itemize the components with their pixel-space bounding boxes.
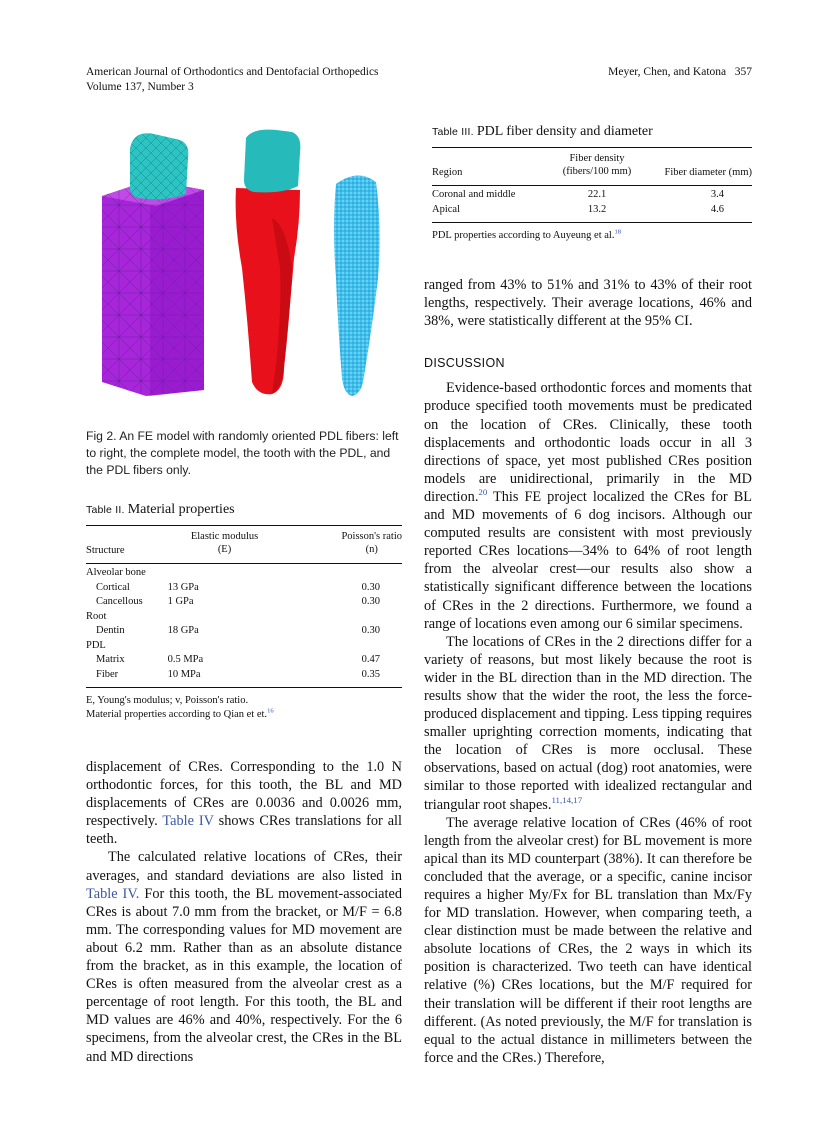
table-2-header-poisson: Poisson's ratio [341, 531, 402, 542]
paragraph-text: The calculated relative locations of CRes, their averages, and standard deviations are also listed in [86, 849, 402, 884]
table-2-grid [86, 525, 402, 694]
complete-model [102, 133, 204, 396]
table-cell-modulus: 18 GPa [167, 625, 199, 636]
table-cell-density: 13.2 [587, 203, 607, 215]
table-cell-region: Apical [432, 203, 460, 215]
table-2-body [86, 566, 402, 682]
table-row [86, 610, 402, 625]
table-3-label: Table III. [432, 126, 474, 138]
paragraph-relative-locations [86, 848, 402, 1065]
table-2-source-text: Material properties according to Qian et et. [86, 709, 268, 720]
table-cell-diameter: 4.6 [710, 203, 724, 215]
table-2-header-structure: Structure [86, 545, 125, 556]
table-cell-modulus [168, 639, 282, 654]
table-3-name: PDL fiber density and diameter [476, 124, 653, 139]
table-row [432, 188, 752, 203]
table-cell-diameter: 3.4 [710, 189, 724, 200]
paragraph-direction-differences [424, 633, 752, 814]
figure-2 [86, 128, 406, 413]
table-cell-structure: Matrix [96, 654, 125, 665]
paragraph-text: shows CRes translations for all teeth. [86, 813, 402, 848]
table-cell-modulus [168, 566, 282, 581]
table-2-header-modulus: Elastic modulus [190, 531, 259, 542]
table-3-source-text: PDL properties according to Auyeung et al. [432, 230, 615, 241]
table-cell-modulus: 13 GPa [167, 581, 199, 593]
table-3-header-region: Region [432, 167, 463, 178]
table-row [86, 668, 402, 683]
table-4-link[interactable]: Table IV. [86, 885, 140, 902]
citation-ref[interactable]: 11,14,17 [551, 794, 583, 805]
table-row [86, 653, 402, 668]
table-cell-poisson: 0.35 [361, 668, 380, 680]
table-row [86, 624, 402, 639]
table-2-header-modulus-symbol: (E) [217, 544, 232, 555]
table-2-name: Material properties [127, 502, 235, 517]
paragraph-text: For this tooth, the BL movement-associated CRes is about 7.0 mm from the bracket, or M/F = 6.8 mm. The corresponding values for MD movement are about 6.2 mm. Rather than as an absolute distance from the bracket, as in this example, the location of CRes is often measured from the alveolar crest as a percentage of root length. For this tooth, the BL and MD values are 46% and 40%, respectively. For the 6 specimens, from the alveolar crest, the CRes in the BL and MD directions [86, 885, 402, 1065]
table-cell-modulus [168, 610, 282, 625]
table-cell-structure: Alveolar bone [86, 567, 146, 578]
fe-model-illustration [86, 128, 406, 413]
table-3 [432, 124, 752, 243]
table-row [86, 639, 402, 654]
table-cell-poisson: 0.47 [361, 654, 380, 665]
citation-ref[interactable]: 20 [478, 487, 488, 498]
running-header-left [86, 65, 379, 95]
paragraph-evidence-based [424, 379, 752, 632]
table-cell-modulus: 0.5 MPa [167, 654, 204, 665]
table-3-header-diameter: Fiber diameter (mm) [664, 167, 752, 178]
table-3-title [432, 124, 752, 140]
right-text-column [424, 276, 752, 1067]
table-cell-structure: Cortical [96, 581, 130, 593]
table-3-header-density: Fiber density [569, 153, 625, 164]
table-row [86, 595, 402, 610]
running-header-right [608, 65, 752, 80]
table-cell-poisson [281, 566, 402, 581]
table-2-footnote-2 [86, 708, 402, 722]
journal-volume: Volume 137, Number 3 [86, 81, 194, 93]
table-4-link[interactable]: Table IV [162, 813, 214, 830]
figure-2-caption: Fig 2. An FE model with randomly oriented PDL fibers: left to right, the complete model, the tooth with the PDL, and the PDL fibers only. [86, 429, 399, 477]
tooth-with-pdl [236, 130, 301, 395]
section-heading-discussion: DISCUSSION [424, 356, 505, 371]
table-2-title [86, 502, 402, 518]
table-cell-density: 22.1 [587, 189, 607, 200]
table-2-header-poisson-symbol: (n) [365, 544, 378, 555]
table-cell-poisson: 0.30 [361, 581, 380, 593]
paragraph-ranges: ranged from 43% to 51% and 31% to 43% of their root lengths, respectively. Their average locations, 46% and 38%, were statistically different at the 95% CI. [424, 277, 752, 330]
table-3-grid [432, 147, 752, 229]
table-3-footnote [432, 229, 752, 243]
table-2 [86, 502, 402, 722]
paragraph-average-location: The average relative location of CRes (46% of root length from the alveolar crest) for BL movement is more apical than its MD counterpart (38%). It can therefore be concluded that the average, or a specific, canine incisor requires a higher My/Fx for BL translation than Mx/Fy for MD translation. However, when comparing teeth, a clear distinction must be made between the relative and absolute locations of CRes, the 2 ways in which its position is characterized. Two teeth can have identical relative (%) CRes locations, but the M/F required for their translation will be different if their root lengths are different. (As noted previously, the M/F for translation is equal to the actual distance in millimeters between the force and the CRes.) Therefore, [424, 814, 752, 1066]
table-2-footnote-1: E, Young's modulus; v, Poisson's ratio. [86, 695, 249, 706]
paragraph-text: displacement of CRes. Corresponding to the 1.0 N orthodontic forces, for this tooth, the BL and MD displacements of CRes are 0.0036 and 0.0026 mm, respectively. [86, 759, 402, 830]
pdl-fibers [334, 175, 380, 396]
paragraph-text: Evidence-based orthodontic forces and moments that produce specified tooth movements must be predicated on the location of CRes. Clinically, these tooth displacements and orthodontic loads occur in all 3 directions of space, yet most published CRes position models are unidirectional, primarily in the MD direction. [424, 380, 752, 505]
table-cell-structure: PDL [86, 639, 106, 651]
left-text-column [86, 758, 402, 1066]
table-row [86, 581, 402, 596]
table-cell-poisson [281, 610, 402, 625]
table-3-body [432, 188, 752, 217]
table-row [86, 566, 402, 581]
table-cell-region: Coronal and middle [432, 189, 516, 200]
table-cell-structure: Cancellous [96, 596, 143, 607]
author-list: Meyer, Chen, and Katona [608, 66, 727, 78]
table-cell-structure: Fiber [96, 668, 119, 680]
table-row [432, 203, 752, 218]
table-cell-structure: Dentin [96, 625, 125, 636]
table-cell-poisson: 0.30 [361, 596, 380, 607]
table-3-header-density-unit: (fibers/100 mm) [562, 166, 632, 177]
table-2-ref[interactable]: 16 [267, 707, 274, 715]
paragraph-text: The locations of CRes in the 2 directions differ for a variety of reasons, but most likely because the root is wider in the BL direction than in the MD direction. The results show that the wider the root, the less the force-produced displacement and tipping. Less tipping requires smaller uprighting correction moments, indicating that the location of CRes is more occlusal. These observations, based on actual (dog) root anatomies, were similar to those reported with idealized rectangular and triangular root shapes. [424, 633, 752, 813]
paragraph-text: This FE project localized the CRes for BL and MD movements of 6 dog incisors. Although our computed results are consistent with most previously reported CRes locations—34% to 64% of root length from the alveolar crest—our results also show a statistically significant difference between the locations of CRes in the 2 directions. Furthermore, we found a range of locations even among our 6 similar specimens. [424, 488, 752, 632]
table-2-label: Table II. [86, 504, 125, 516]
table-3-ref[interactable]: 18 [614, 228, 621, 236]
table-cell-poisson [281, 639, 402, 654]
table-cell-modulus: 10 MPa [167, 668, 201, 680]
journal-name: American Journal of Orthodontics and Dentofacial Orthopedics [86, 66, 379, 78]
table-cell-structure: Root [86, 610, 107, 622]
paragraph-cres-displacement [86, 758, 402, 848]
table-cell-modulus: 1 GPa [167, 596, 194, 607]
page-number: 357 [734, 66, 752, 78]
table-cell-poisson: 0.30 [361, 625, 380, 636]
